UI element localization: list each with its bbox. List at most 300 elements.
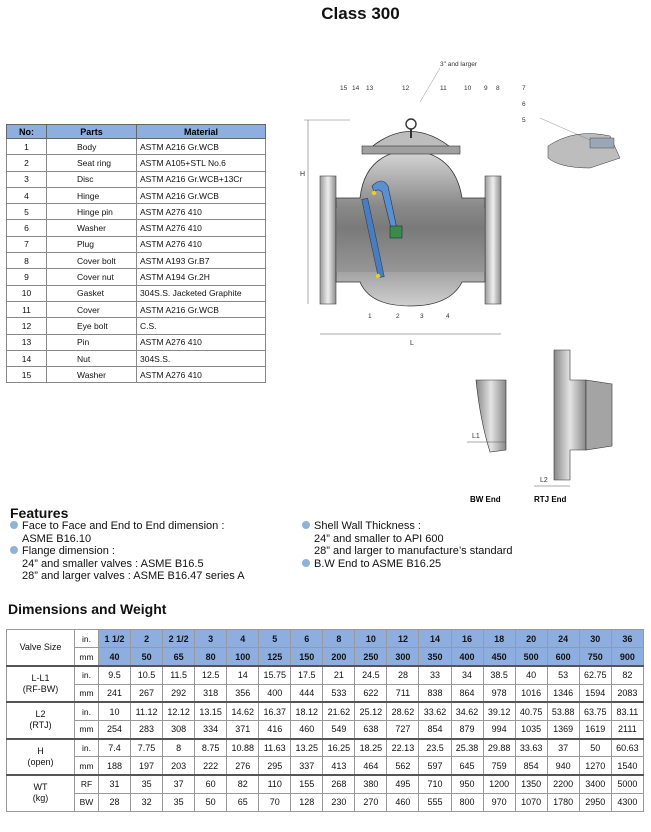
feature-title: B.W End to ASME B16.25 xyxy=(314,557,442,570)
bottom-callouts xyxy=(368,313,450,320)
dim-row xyxy=(7,739,644,757)
parts-cell-no: 1 xyxy=(7,139,47,155)
value-cell: 1016 xyxy=(515,684,547,702)
value-cell: 12.12 xyxy=(163,702,195,720)
value-cell: 276 xyxy=(227,757,259,775)
parts-cell-material: ASTM A276 410 xyxy=(137,236,266,252)
value-cell: 800 xyxy=(451,793,483,811)
value-cell: 318 xyxy=(195,684,227,702)
callout-label: 9 xyxy=(484,85,488,92)
value-cell: 533 xyxy=(323,684,355,702)
size-mm-cell: 200 xyxy=(323,648,355,666)
parts-cell-no: 8 xyxy=(7,253,47,269)
size-in-cell: 6 xyxy=(291,630,323,648)
value-cell: 65 xyxy=(227,793,259,811)
parts-cell-part: Disc xyxy=(47,171,137,187)
value-cell: 28.62 xyxy=(387,702,419,720)
value-cell: 308 xyxy=(163,720,195,738)
size-in-cell: 4 xyxy=(227,630,259,648)
value-cell: 562 xyxy=(387,757,419,775)
parts-row xyxy=(7,253,266,269)
value-cell: 18.12 xyxy=(291,702,323,720)
feature-line: 28” and larger to manufacture’s standard xyxy=(314,545,513,557)
unit-cell: BW xyxy=(75,793,99,811)
value-cell: 50 xyxy=(579,739,611,757)
value-cell: 2950 xyxy=(579,793,611,811)
unit-cell: mm xyxy=(75,720,99,738)
feature-item xyxy=(10,520,245,533)
value-cell: 4300 xyxy=(611,793,643,811)
value-cell: 25.38 xyxy=(451,739,483,757)
size-in-cell: 18 xyxy=(483,630,515,648)
value-cell: 1540 xyxy=(611,757,643,775)
parts-row xyxy=(7,318,266,334)
bullet-icon xyxy=(10,521,18,529)
features-left-column xyxy=(10,520,245,583)
parts-table xyxy=(6,124,266,383)
parts-row xyxy=(7,285,266,301)
value-cell: 31 xyxy=(99,775,131,793)
size-in-cell: 24 xyxy=(547,630,579,648)
value-cell: 11.5 xyxy=(163,666,195,684)
parts-cell-part: Pin xyxy=(47,334,137,350)
parts-row xyxy=(7,139,266,155)
rtj-end-shape xyxy=(554,350,586,480)
parts-cell-part: Eye bolt xyxy=(47,318,137,334)
value-cell: 267 xyxy=(131,684,163,702)
value-cell: 13.15 xyxy=(195,702,227,720)
value-cell: 5000 xyxy=(611,775,643,793)
value-cell: 9.5 xyxy=(99,666,131,684)
value-cell: 416 xyxy=(259,720,291,738)
parts-cell-part: Seat ring xyxy=(47,155,137,171)
parts-cell-material: ASTM A216 Gr.WCB xyxy=(137,187,266,203)
value-cell: 337 xyxy=(291,757,323,775)
parts-cell-part: Washer xyxy=(47,220,137,236)
value-cell: 940 xyxy=(547,757,579,775)
value-cell: 950 xyxy=(451,775,483,793)
size-mm-cell: 80 xyxy=(195,648,227,666)
value-cell: 33.63 xyxy=(515,739,547,757)
feature-line: 24” and smaller valves : ASME B16.5 xyxy=(22,557,204,570)
value-cell: 3400 xyxy=(579,775,611,793)
parts-cell-part: Washer xyxy=(47,367,137,383)
bullet-icon xyxy=(10,546,18,554)
feature-title: Flange dimension : xyxy=(22,545,115,557)
value-cell: 22.13 xyxy=(387,739,419,757)
parts-cell-no: 6 xyxy=(7,220,47,236)
value-cell: 70 xyxy=(259,793,291,811)
value-cell: 879 xyxy=(451,720,483,738)
value-cell: 21 xyxy=(323,666,355,684)
callout-label: 2 xyxy=(396,313,400,320)
value-cell: 53.88 xyxy=(547,702,579,720)
size-in-cell: 2 xyxy=(131,630,163,648)
size-in-cell: 8 xyxy=(323,630,355,648)
size-mm-cell: 50 xyxy=(131,648,163,666)
dim-row xyxy=(7,775,644,793)
size-row-mm xyxy=(7,648,644,666)
value-cell: 155 xyxy=(291,775,323,793)
dim-row xyxy=(7,720,644,738)
value-cell: 21.62 xyxy=(323,702,355,720)
value-cell: 8 xyxy=(163,739,195,757)
size-in-cell: 1 1/2 xyxy=(99,630,131,648)
value-cell: 1270 xyxy=(579,757,611,775)
dimensions-body xyxy=(7,630,644,812)
value-cell: 854 xyxy=(419,720,451,738)
value-cell: 295 xyxy=(259,757,291,775)
dim-label-sub: (open) xyxy=(27,756,54,767)
value-cell: 710 xyxy=(419,775,451,793)
parts-row xyxy=(7,301,266,317)
valve-cross-section-drawing xyxy=(290,58,650,353)
parts-cell-material: ASTM A276 410 xyxy=(137,220,266,236)
value-cell: 33 xyxy=(419,666,451,684)
feature-title: Face to Face and End to End dimension : xyxy=(22,520,225,532)
bullet-icon xyxy=(302,521,310,529)
parts-cell-part: Cover xyxy=(47,301,137,317)
value-cell: 759 xyxy=(483,757,515,775)
value-cell: 838 xyxy=(419,684,451,702)
value-cell: 1200 xyxy=(483,775,515,793)
header-material: Material xyxy=(137,125,266,139)
value-cell: 17.5 xyxy=(291,666,323,684)
parts-cell-no: 11 xyxy=(7,301,47,317)
size-in-cell: 3 xyxy=(195,630,227,648)
size-in-cell: 36 xyxy=(611,630,643,648)
value-cell: 464 xyxy=(355,757,387,775)
parts-row xyxy=(7,187,266,203)
parts-row xyxy=(7,204,266,220)
dimensions-heading: Dimensions and Weight xyxy=(8,601,167,617)
value-cell: 33.62 xyxy=(419,702,451,720)
value-cell: 1780 xyxy=(547,793,579,811)
dim-l2-label: L2 xyxy=(540,477,548,484)
parts-cell-part: Nut xyxy=(47,350,137,366)
size-in-cell: 10 xyxy=(355,630,387,648)
value-cell: 16.37 xyxy=(259,702,291,720)
callout-label: 13 xyxy=(366,85,374,92)
value-cell: 222 xyxy=(195,757,227,775)
dim-row-label xyxy=(7,702,75,738)
parts-cell-part: Gasket xyxy=(47,285,137,301)
value-cell: 34 xyxy=(451,666,483,684)
value-cell: 11.12 xyxy=(131,702,163,720)
value-cell: 495 xyxy=(387,775,419,793)
value-cell: 727 xyxy=(387,720,419,738)
size-mm-cell: 250 xyxy=(355,648,387,666)
value-cell: 197 xyxy=(131,757,163,775)
dim-label-main: L2 xyxy=(35,709,46,720)
value-cell: 254 xyxy=(99,720,131,738)
callout-label: 8 xyxy=(496,85,500,92)
size-in-cell: 2 1/2 xyxy=(163,630,195,648)
parts-cell-part: Body xyxy=(47,139,137,155)
callout-label: 14 xyxy=(352,85,360,92)
dim-label-sub: (RF-BW) xyxy=(22,684,59,695)
value-cell: 400 xyxy=(259,684,291,702)
value-cell: 34.62 xyxy=(451,702,483,720)
value-cell: 356 xyxy=(227,684,259,702)
bw-end-shape xyxy=(476,380,506,452)
unit-cell: in. xyxy=(75,702,99,720)
value-cell: 203 xyxy=(163,757,195,775)
dim-label-sub: (kg) xyxy=(32,793,49,804)
callout-label: 4 xyxy=(446,313,450,320)
callout-label: 3 xyxy=(420,313,424,320)
unit-cell: mm xyxy=(75,684,99,702)
parts-cell-no: 9 xyxy=(7,269,47,285)
value-cell: 7.75 xyxy=(131,739,163,757)
size-label: Valve Size xyxy=(7,630,75,666)
value-cell: 864 xyxy=(451,684,483,702)
size-mm-cell: 500 xyxy=(515,648,547,666)
value-cell: 970 xyxy=(483,793,515,811)
parts-cell-no: 2 xyxy=(7,155,47,171)
value-cell: 1350 xyxy=(515,775,547,793)
value-cell: 1619 xyxy=(579,720,611,738)
size-mm-cell: 350 xyxy=(419,648,451,666)
value-cell: 1346 xyxy=(547,684,579,702)
callout-label: 15 xyxy=(340,85,348,92)
features-heading: Features xyxy=(10,505,69,521)
value-cell: 50 xyxy=(195,793,227,811)
value-cell: 283 xyxy=(131,720,163,738)
value-cell: 413 xyxy=(323,757,355,775)
parts-cell-part: Plug xyxy=(47,236,137,252)
value-cell: 2111 xyxy=(611,720,643,738)
unit-cell: mm xyxy=(75,757,99,775)
feature-line: 24” and smaller to API 600 xyxy=(314,532,444,545)
value-cell: 11.63 xyxy=(259,739,291,757)
dim-row-label xyxy=(7,739,75,775)
value-cell: 597 xyxy=(419,757,451,775)
callout-label: 10 xyxy=(464,85,472,92)
parts-cell-material: ASTM A194 Gr.2H xyxy=(137,269,266,285)
parts-cell-material: ASTM A193 Gr.B7 xyxy=(137,253,266,269)
value-cell: 12.5 xyxy=(195,666,227,684)
size-in-cell: 30 xyxy=(579,630,611,648)
value-cell: 128 xyxy=(291,793,323,811)
value-cell: 40 xyxy=(515,666,547,684)
value-cell: 24.5 xyxy=(355,666,387,684)
parts-row xyxy=(7,367,266,383)
value-cell: 14.62 xyxy=(227,702,259,720)
callout-label: 12 xyxy=(402,85,410,92)
value-cell: 29.88 xyxy=(483,739,515,757)
parts-cell-material: ASTM A216 Gr.WCB xyxy=(137,139,266,155)
dim-label-sub: (RTJ) xyxy=(29,720,52,731)
feature-item xyxy=(302,558,513,571)
value-cell: 230 xyxy=(323,793,355,811)
parts-cell-no: 15 xyxy=(7,367,47,383)
note-label: 3" and larger xyxy=(440,61,477,68)
parts-row xyxy=(7,155,266,171)
bolt-detail xyxy=(540,118,620,168)
unit-cell: in. xyxy=(75,630,99,648)
value-cell: 82 xyxy=(227,775,259,793)
value-cell: 460 xyxy=(291,720,323,738)
parts-cell-material: 304S.S. xyxy=(137,350,266,366)
value-cell: 10.88 xyxy=(227,739,259,757)
value-cell: 63.75 xyxy=(579,702,611,720)
value-cell: 10 xyxy=(99,702,131,720)
dim-l-label: L xyxy=(410,340,414,347)
value-cell: 40.75 xyxy=(515,702,547,720)
value-cell: 7.4 xyxy=(99,739,131,757)
parts-body xyxy=(7,139,266,383)
size-in-cell: 12 xyxy=(387,630,419,648)
dim-label-main: L-L1 xyxy=(31,673,50,684)
parts-cell-material: ASTM A276 410 xyxy=(137,334,266,350)
top-callouts xyxy=(340,85,500,92)
size-in-cell: 5 xyxy=(259,630,291,648)
parts-cell-no: 5 xyxy=(7,204,47,220)
feature-item xyxy=(302,520,513,533)
value-cell: 8.75 xyxy=(195,739,227,757)
rtj-end-label: RTJ End xyxy=(534,495,567,504)
value-cell: 622 xyxy=(355,684,387,702)
unit-cell: RF xyxy=(75,775,99,793)
size-in-cell: 14 xyxy=(419,630,451,648)
parts-cell-no: 4 xyxy=(7,187,47,203)
value-cell: 18.25 xyxy=(355,739,387,757)
feature-title: Shell Wall Thickness : xyxy=(314,520,421,532)
value-cell: 2083 xyxy=(611,684,643,702)
end-details-drawing xyxy=(462,340,651,510)
features-right-column xyxy=(302,520,513,570)
feature-line: 28” and larger valves : ASME B16.47 series A xyxy=(22,570,245,582)
parts-header-row xyxy=(7,125,266,139)
value-cell: 1035 xyxy=(515,720,547,738)
bw-end-label: BW End xyxy=(470,495,501,504)
callout-label: 1 xyxy=(368,313,372,320)
dim-row xyxy=(7,702,644,720)
value-cell: 334 xyxy=(195,720,227,738)
dimensions-table xyxy=(6,629,644,812)
value-cell: 638 xyxy=(355,720,387,738)
value-cell: 14 xyxy=(227,666,259,684)
value-cell: 549 xyxy=(323,720,355,738)
size-mm-cell: 150 xyxy=(291,648,323,666)
value-cell: 444 xyxy=(291,684,323,702)
parts-cell-part: Cover bolt xyxy=(47,253,137,269)
value-cell: 292 xyxy=(163,684,195,702)
value-cell: 1594 xyxy=(579,684,611,702)
parts-row xyxy=(7,220,266,236)
value-cell: 23.5 xyxy=(419,739,451,757)
unit-cell: in. xyxy=(75,666,99,684)
parts-cell-material: ASTM A276 410 xyxy=(137,367,266,383)
value-cell: 37 xyxy=(547,739,579,757)
size-mm-cell: 65 xyxy=(163,648,195,666)
unit-cell: in. xyxy=(75,739,99,757)
size-mm-cell: 40 xyxy=(99,648,131,666)
value-cell: 35 xyxy=(131,775,163,793)
value-cell: 35 xyxy=(163,793,195,811)
value-cell: 994 xyxy=(483,720,515,738)
parts-cell-no: 13 xyxy=(7,334,47,350)
size-row-in xyxy=(7,630,644,648)
parts-row xyxy=(7,334,266,350)
dim-row xyxy=(7,793,644,811)
feature-line: ASME B16.10 xyxy=(22,532,92,545)
value-cell: 1070 xyxy=(515,793,547,811)
value-cell: 82 xyxy=(611,666,643,684)
value-cell: 460 xyxy=(387,793,419,811)
value-cell: 268 xyxy=(323,775,355,793)
value-cell: 37 xyxy=(163,775,195,793)
dim-row xyxy=(7,757,644,775)
parts-row xyxy=(7,171,266,187)
value-cell: 555 xyxy=(419,793,451,811)
parts-cell-material: ASTM A105+STL No.6 xyxy=(137,155,266,171)
parts-cell-part: Cover nut xyxy=(47,269,137,285)
parts-cell-no: 3 xyxy=(7,171,47,187)
parts-cell-material: ASTM A216 Gr.WCB xyxy=(137,301,266,317)
value-cell: 10.5 xyxy=(131,666,163,684)
value-cell: 53 xyxy=(547,666,579,684)
dim-row xyxy=(7,666,644,684)
value-cell: 60.63 xyxy=(611,739,643,757)
value-cell: 110 xyxy=(259,775,291,793)
value-cell: 28 xyxy=(387,666,419,684)
parts-cell-material: ASTM A216 Gr.WCB+13Cr xyxy=(137,171,266,187)
parts-cell-part: Hinge pin xyxy=(47,204,137,220)
dim-label-main: WT xyxy=(33,782,48,793)
value-cell: 380 xyxy=(355,775,387,793)
header-no: No: xyxy=(7,125,47,139)
value-cell: 62.75 xyxy=(579,666,611,684)
parts-row xyxy=(7,269,266,285)
size-mm-cell: 400 xyxy=(451,648,483,666)
size-mm-cell: 600 xyxy=(547,648,579,666)
unit-cell: mm xyxy=(75,648,99,666)
value-cell: 711 xyxy=(387,684,419,702)
value-cell: 188 xyxy=(99,757,131,775)
size-mm-cell: 300 xyxy=(387,648,419,666)
dim-label-main: H xyxy=(37,745,44,756)
parts-cell-material: ASTM A276 410 xyxy=(137,204,266,220)
callout-label: 11 xyxy=(440,85,447,92)
parts-cell-no: 10 xyxy=(7,285,47,301)
dim-row xyxy=(7,684,644,702)
parts-cell-no: 7 xyxy=(7,236,47,252)
feature-item xyxy=(10,545,245,558)
value-cell: 1369 xyxy=(547,720,579,738)
value-cell: 645 xyxy=(451,757,483,775)
header-parts: Parts xyxy=(47,125,137,139)
dim-h-label: H xyxy=(300,171,306,178)
value-cell: 241 xyxy=(99,684,131,702)
callout-label: 6 xyxy=(522,101,526,108)
parts-cell-material: 304S.S. Jacketed Graphite xyxy=(137,285,266,301)
parts-row xyxy=(7,350,266,366)
value-cell: 13.25 xyxy=(291,739,323,757)
value-cell: 270 xyxy=(355,793,387,811)
value-cell: 16.25 xyxy=(323,739,355,757)
value-cell: 83.11 xyxy=(611,702,643,720)
size-mm-cell: 100 xyxy=(227,648,259,666)
size-mm-cell: 900 xyxy=(611,648,643,666)
parts-cell-no: 14 xyxy=(7,350,47,366)
value-cell: 60 xyxy=(195,775,227,793)
dim-row-label xyxy=(7,666,75,702)
value-cell: 39.12 xyxy=(483,702,515,720)
bullet-icon xyxy=(302,559,310,567)
parts-cell-part: Hinge xyxy=(47,187,137,203)
